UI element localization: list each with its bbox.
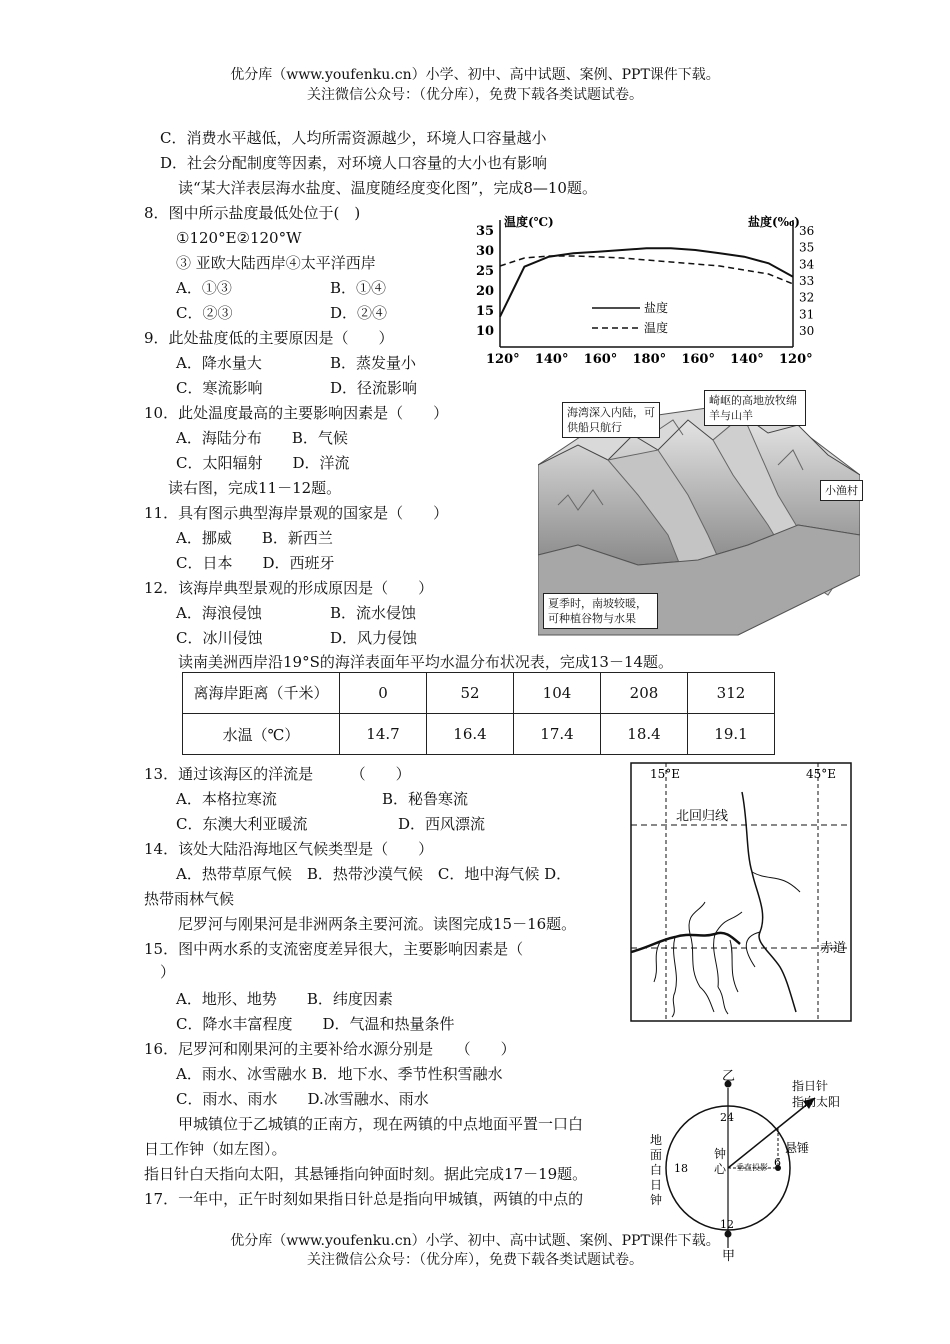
clock-center-label: 钟心 xyxy=(714,1147,727,1176)
clock-side-label: 地面白日钟 xyxy=(650,1133,663,1207)
right-tick-label: 32 xyxy=(799,290,815,305)
clock-pointer-label: 指日针指向太阳 xyxy=(792,1079,841,1109)
q13-option-a[interactable]: A．本格拉寒流 xyxy=(176,790,277,808)
left-tick-label: 15 xyxy=(476,304,495,319)
right-tick-label: 33 xyxy=(799,274,815,288)
header-line-2: 关注微信公众号：（优分库），免费下载各类试题试卷。 xyxy=(307,87,643,103)
q9-option-a[interactable]: A．降水量大 xyxy=(176,354,262,372)
question-15: 15．图中两水系的支流密度差异很大，主要影响因素是（ xyxy=(144,940,524,958)
q10-options-ab[interactable]: A．海陆分布 B．气候 xyxy=(176,429,348,447)
map-tropic-label: 北回归线 xyxy=(676,809,729,824)
q16-options-ab[interactable]: A．雨水、冰雪融水 B．地下水、季节性积雪融水 xyxy=(176,1065,503,1083)
table-cell: 17.4 xyxy=(514,714,601,755)
table-cell: 14.7 xyxy=(340,714,427,755)
question-12: 12．该海岸典型景观的形成原因是（ ） xyxy=(144,579,434,597)
footer-line-2: 关注微信公众号：（优分库），免费下载各类试题试卷。 xyxy=(307,1252,643,1268)
right-tick-label: 36 xyxy=(799,224,815,238)
south-point-icon xyxy=(725,1231,732,1238)
coast-label-village: 小渔村 xyxy=(820,480,863,501)
x-tick-label: 180° xyxy=(632,352,667,367)
table-header-distance: 离海岸距离（千米） xyxy=(183,673,340,714)
q14-options[interactable]: A．热带草原气候 B．热带沙漠气候 C．地中海气候 D． xyxy=(176,865,572,883)
q8-option-d[interactable]: D．②④ xyxy=(330,304,388,322)
q11-options-cd[interactable]: C．日本 D．西班牙 xyxy=(176,554,335,572)
coast-label-highland: 崎岖的高地放牧绵羊与山羊 xyxy=(704,390,806,426)
x-tick-label: 140° xyxy=(730,352,764,367)
x-tick-label: 120° xyxy=(779,352,813,367)
option-c-prev: C．消费水平越低，人均所需资源越少，环境人口容量越小 xyxy=(160,129,547,147)
question-9: 9．此处盐度低的主要原因是（ ） xyxy=(144,329,394,347)
clock-south-town: 甲 xyxy=(722,1249,736,1263)
right-tick-label: 30 xyxy=(799,324,815,338)
question-16: 16．尼罗河和刚果河的主要补给水源分别是 （ ） xyxy=(144,1040,516,1058)
table-cell: 312 xyxy=(688,673,775,714)
africa-river-map xyxy=(630,762,852,1022)
left-axis-label: 温度(℃) xyxy=(504,215,554,229)
q8-option-c[interactable]: C．②③ xyxy=(176,304,233,322)
clock-projection-label: 垂直投影 xyxy=(736,1163,768,1172)
intro-q15-16: 尼罗河与刚果河是非洲两条主要河流。读图完成15－16题。 xyxy=(178,915,577,933)
q13-option-c[interactable]: C．东澳大利亚暖流 xyxy=(176,815,308,833)
left-tick-label: 25 xyxy=(476,264,495,279)
table-row xyxy=(183,714,775,755)
clock-hour-12: 12 xyxy=(720,1218,734,1231)
q14-options-cont[interactable]: 热带雨林气候 xyxy=(144,890,235,908)
sundial-diagram xyxy=(640,1068,870,1263)
x-tick-label: 120° xyxy=(486,352,520,367)
clock-hour-6: 6 xyxy=(774,1156,781,1169)
question-8: 8．图中所示盐度最低处位于( ) xyxy=(144,204,361,222)
q8-statement-1: ①120°E②120°W xyxy=(176,229,302,247)
water-temp-table xyxy=(182,672,775,755)
table-header-temp: 水温（℃） xyxy=(183,714,340,755)
q11-options-ab[interactable]: A．挪威 B．新西兰 xyxy=(176,529,333,547)
left-tick-label: 35 xyxy=(476,224,495,239)
table-cell: 16.4 xyxy=(427,714,514,755)
coast-label-bay: 海湾深入内陆，可供船只航行 xyxy=(562,402,660,438)
right-tick-label: 34 xyxy=(799,257,815,272)
table-cell: 208 xyxy=(601,673,688,714)
q10-options-cd[interactable]: C．太阳辐射 D．洋流 xyxy=(176,454,350,472)
footer-line-1: 优分库（www.youfenku.cn）小学、初中、高中试题、案例、PPT课件下载。 xyxy=(230,1233,720,1249)
clock-hour-24: 24 xyxy=(720,1111,734,1124)
left-tick-label: 30 xyxy=(476,244,495,259)
q9-option-c[interactable]: C．寒流影响 xyxy=(176,379,263,397)
map-equator-label: 赤道 xyxy=(820,941,847,956)
left-tick-label: 20 xyxy=(476,284,495,299)
x-tick-label: 140° xyxy=(534,352,569,367)
question-15-cont: ） xyxy=(160,963,176,981)
table-cell: 52 xyxy=(427,673,514,714)
right-tick-label: 31 xyxy=(799,307,815,322)
map-lon-15e: 15°E xyxy=(650,767,681,781)
right-tick-label: 35 xyxy=(799,240,815,255)
intro-q17-19-c: 指日针白天指向太阳，其悬锤指向钟面时刻。据此完成17－19题。 xyxy=(144,1165,588,1183)
q15-options-ab[interactable]: A．地形、地势 B．纬度因素 xyxy=(176,990,393,1008)
clock-north-town: 乙 xyxy=(722,1069,736,1084)
right-axis-label: 盐度(‰) xyxy=(748,215,800,229)
coast-label-south-slope: 夏季时，南坡较暖，可种植谷物与水果 xyxy=(543,593,658,629)
q12-option-c[interactable]: C．冰川侵蚀 xyxy=(176,629,263,647)
intro-q8-10: 读“某大洋表层海水盐度、温度随经度变化图”，完成8—10题。 xyxy=(178,179,597,197)
q8-statement-2: ③ 亚欧大陆西岸④太平洋西岸 xyxy=(176,254,376,272)
intro-q17-19-a: 甲城镇位于乙城镇的正南方，现在两镇的中点地面平置一口白 xyxy=(178,1115,584,1133)
q8-option-a[interactable]: A．①③ xyxy=(176,279,232,297)
question-14: 14．该处大陆沿海地区气候类型是（ ） xyxy=(144,840,434,858)
table-cell: 0 xyxy=(340,673,427,714)
q13-option-b[interactable]: B．秘鲁寒流 xyxy=(382,790,469,808)
intro-q13-14: 读南美洲西岸沿19°S的海洋表面年平均水温分布状况表，完成13－14题。 xyxy=(178,653,674,671)
q12-option-d[interactable]: D．风力侵蚀 xyxy=(330,629,418,647)
q13-option-d[interactable]: D．西风漂流 xyxy=(398,815,486,833)
table-cell: 104 xyxy=(514,673,601,714)
clock-hour-18: 18 xyxy=(674,1162,688,1175)
question-11: 11．具有图示典型海岸景观的国家是（ ） xyxy=(144,504,449,522)
intro-q17-19-b: 日工作钟（如左图）。 xyxy=(144,1140,287,1158)
clock-weight-label: 悬锤 xyxy=(785,1141,810,1155)
left-tick-label: 10 xyxy=(476,324,495,339)
question-17: 17．一年中，正午时刻如果指日针总是指向甲城镇，两镇的中点的 xyxy=(144,1190,584,1208)
salinity-temperature-chart xyxy=(470,210,820,370)
table-row xyxy=(183,673,775,714)
q16-options-cd[interactable]: C．雨水、雨水 D.冰雪融水、雨水 xyxy=(176,1090,429,1108)
x-tick-label: 160° xyxy=(583,352,618,367)
q12-option-a[interactable]: A．海浪侵蚀 xyxy=(176,604,262,622)
q9-option-b[interactable]: B．蒸发量小 xyxy=(330,354,417,372)
option-d-prev: D．社会分配制度等因素，对环境人口容量的大小也有影响 xyxy=(160,154,548,172)
x-tick-label: 160° xyxy=(681,352,715,367)
legend-temperature-label: 温度 xyxy=(644,321,669,335)
question-10: 10．此处温度最高的主要影响因素是（ ） xyxy=(144,404,449,422)
q15-options-cd[interactable]: C．降水丰富程度 D．气温和热量条件 xyxy=(176,1015,455,1033)
q12-option-b[interactable]: B．流水侵蚀 xyxy=(330,604,417,622)
legend-salinity-label: 盐度 xyxy=(644,301,669,315)
map-lon-45e: 45°E xyxy=(806,767,837,781)
table-cell: 19.1 xyxy=(688,714,775,755)
table-cell: 18.4 xyxy=(601,714,688,755)
header-line-1: 优分库（www.youfenku.cn）小学、初中、高中试题、案例、PPT课件下载。 xyxy=(230,67,720,83)
q8-option-b[interactable]: B．①④ xyxy=(330,279,387,297)
temperature-series-line xyxy=(500,256,793,284)
q9-option-d[interactable]: D．径流影响 xyxy=(330,379,418,397)
intro-q11-12: 读右图，完成11－12题。 xyxy=(168,479,342,497)
question-13: 13．通过该海区的洋流是 （ ） xyxy=(144,765,411,783)
